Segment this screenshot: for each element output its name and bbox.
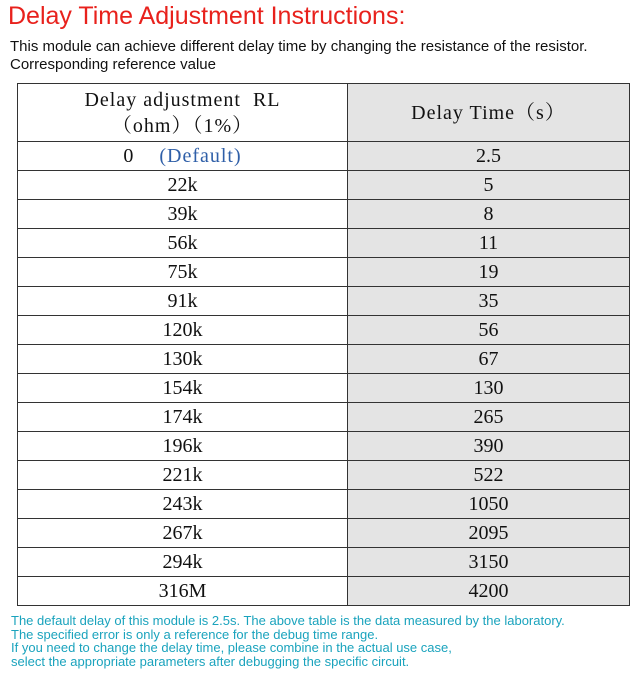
time-cell: 67 [348, 345, 630, 374]
table-row [18, 519, 630, 548]
rl-cell [18, 258, 348, 287]
rl-cell [18, 229, 348, 258]
rl-cell [18, 548, 348, 577]
time-cell: 5 [348, 171, 630, 200]
table-row [18, 258, 630, 287]
delay-table [17, 83, 630, 606]
rl-cell [18, 316, 348, 345]
time-cell: 265 [348, 403, 630, 432]
rl-value: 294k [162, 550, 203, 573]
intro-text [10, 38, 588, 74]
table-header-row [18, 84, 630, 142]
rl-value: 221k [162, 463, 203, 486]
rl-value: 0 [123, 144, 134, 167]
table-row [18, 171, 630, 200]
rl-value: 154k [162, 376, 203, 399]
rl-cell [18, 461, 348, 490]
rl-cell [18, 432, 348, 461]
rl-cell [18, 171, 348, 200]
rl-value: 267k [162, 521, 203, 544]
rl-cell [18, 287, 348, 316]
rl-cell [18, 200, 348, 229]
header-rl-line2: （ohm）（1%） [111, 114, 254, 137]
footer-line: select the appropriate parameters after debugging the specific circuit. [11, 653, 410, 669]
time-cell: 56 [348, 316, 630, 345]
rl-cell [18, 142, 348, 171]
rl-cell [18, 490, 348, 519]
rl-value: 196k [162, 434, 203, 457]
table-row [18, 345, 630, 374]
rl-value: 316M [158, 579, 207, 602]
footer-line: The specified error is only a reference for the debug time range. [11, 626, 379, 642]
default-label: (Default) [159, 144, 242, 167]
table-row [18, 403, 630, 432]
rl-cell [18, 519, 348, 548]
footer-line: The default delay of this module is 2.5s. The above table is the data measured by the laboratory. [11, 613, 565, 628]
table-row [18, 142, 630, 171]
table-row [18, 229, 630, 258]
table-row [18, 287, 630, 316]
rl-value: 91k [167, 289, 198, 312]
table-body [18, 142, 630, 606]
intro-line: Corresponding reference value [10, 56, 216, 73]
rl-cell [18, 403, 348, 432]
time-cell: 2.5 [348, 142, 630, 171]
table-row [18, 432, 630, 461]
rl-value: 130k [162, 347, 203, 370]
time-cell: 19 [348, 258, 630, 287]
rl-value: 39k [167, 202, 198, 225]
time-cell: 35 [348, 287, 630, 316]
header-rl-line1: Delay adjustment RL [84, 88, 281, 111]
table-row [18, 577, 630, 606]
time-cell: 390 [348, 432, 630, 461]
time-cell: 4200 [348, 577, 630, 606]
rl-value: 56k [167, 231, 198, 254]
header-rl [18, 84, 348, 142]
table-row [18, 490, 630, 519]
rl-cell [18, 577, 348, 606]
time-cell: 522 [348, 461, 630, 490]
time-cell: 1050 [348, 490, 630, 519]
time-cell: 2095 [348, 519, 630, 548]
page-title: Delay Time Adjustment Instructions: [8, 2, 406, 30]
rl-value: 22k [167, 173, 198, 196]
table-row [18, 316, 630, 345]
intro-line: This module can achieve different delay time by changing the resistance of the resistor. [10, 38, 588, 55]
time-cell: 11 [348, 229, 630, 258]
time-cell: 8 [348, 200, 630, 229]
time-cell: 3150 [348, 548, 630, 577]
footer-notes [11, 614, 565, 668]
rl-value: 120k [162, 318, 203, 341]
rl-value: 75k [167, 260, 198, 283]
rl-value: 243k [162, 492, 203, 515]
footer-line: If you need to change the delay time, please combine in the actual use case, [11, 640, 452, 656]
rl-cell [18, 374, 348, 403]
table-row [18, 461, 630, 490]
table-row [18, 374, 630, 403]
table-row [18, 200, 630, 229]
table-row [18, 548, 630, 577]
rl-value: 174k [162, 405, 203, 428]
rl-cell [18, 345, 348, 374]
time-cell: 130 [348, 374, 630, 403]
header-delay-time: Delay Time（s） [348, 84, 630, 142]
